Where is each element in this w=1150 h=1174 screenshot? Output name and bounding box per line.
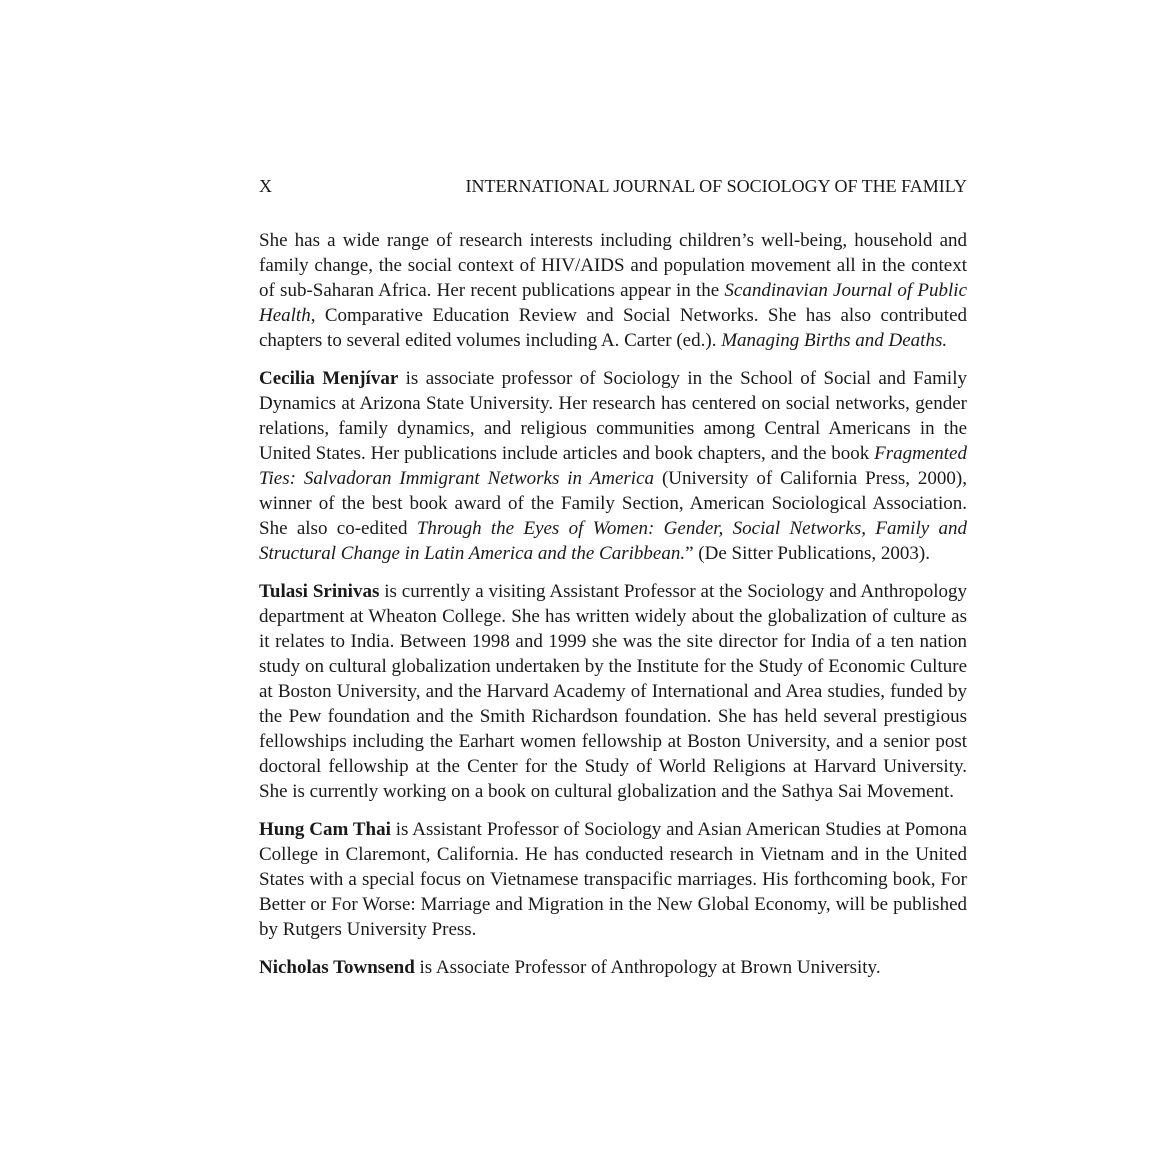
paragraph-text: ” (De Sitter Publications, 2003). bbox=[685, 543, 930, 564]
paragraph-text: She has a wide range of research interests including children’s well-being, household and family change, the social context of HIV/AIDS and population movement all in the context of sub-Saharan Africa. Her recent publications appear in the bbox=[259, 230, 967, 301]
paragraph-text: is Assistant Professor of Sociology and Asian American Studies at Pomona College in Claremont, California. He has conducted research in Vietnam and in the United States with a special focus on Vietnamese transpacific marriages. His forthcoming book, For Better or For Worse: Marriage and Migration in the New Global Economy, will be published by Rutgers University Press. bbox=[259, 819, 967, 940]
bio-paragraph-thai bbox=[259, 817, 967, 942]
author-name: Cecilia Menjívar bbox=[259, 368, 399, 389]
running-header bbox=[259, 174, 967, 198]
page-number: X bbox=[259, 176, 272, 196]
body-text bbox=[259, 228, 967, 980]
document-page bbox=[259, 174, 967, 993]
bio-paragraph-menjivar bbox=[259, 366, 967, 566]
author-name: Nicholas Townsend bbox=[259, 957, 415, 978]
paragraph-text: (University of California Press, 2000), winner of the best book award of the Family Section, American Sociological Association. She also co-edited bbox=[259, 468, 968, 539]
publication-title: Scandinavian Journal of Public Health bbox=[259, 280, 967, 326]
paragraph-text: , Comparative Education Review and Social Networks. She has also contributed chapters to several edited volumes including A. Carter (ed.). bbox=[259, 305, 967, 351]
bio-paragraph-townsend bbox=[259, 955, 967, 980]
bio-paragraph-srinivas bbox=[259, 579, 967, 804]
paragraph-text: is Associate Professor of Anthropology at Brown University. bbox=[414, 957, 881, 978]
paragraph-text: is currently a visiting Assistant Professor at the Sociology and Anthropology department at Wheaton College. She has written widely about the globalization of culture as it relates to India. Between 1998 and 1999 she was the site director for India of a ten nation study on cultural globalization undertaken by the Institute for the Study of Economic Culture at Boston University, and the Harvard Academy of International and Area studies, funded by the Pew foundation and the Smith Richardson foundation. She has held several prestigious fellowships including the Earhart women fellowship at Boston University, and a senior post doctoral fellowship at the Center for the Study of World Religions at Harvard University. She is currently working on a book on cultural globalization and the Sathya Sai Movement. bbox=[259, 581, 967, 802]
author-name: Hung Cam Thai bbox=[259, 819, 391, 840]
publication-title: Managing Births and Deaths. bbox=[721, 330, 948, 351]
author-name: Tulasi Srinivas bbox=[259, 581, 380, 602]
running-title: INTERNATIONAL JOURNAL OF SOCIOLOGY OF THE FAMILY bbox=[465, 176, 967, 196]
publication-title: Fragmented Ties: Salvadoran Immigrant Networks in America bbox=[259, 443, 967, 489]
publication-title: Through the Eyes of Women: Gender, Social Networks, Family and Structural Change in Latin America and the Caribbean. bbox=[259, 518, 967, 564]
paragraph-text: is associate professor of Sociology in the School of Social and Family Dynamics at Arizona State University. Her research has centered on social networks, gender relations, family dynamics, and religious communities among Central Americans in the United States. Her publications include articles and book chapters, and the book bbox=[259, 368, 967, 464]
intro-paragraph bbox=[259, 228, 967, 353]
